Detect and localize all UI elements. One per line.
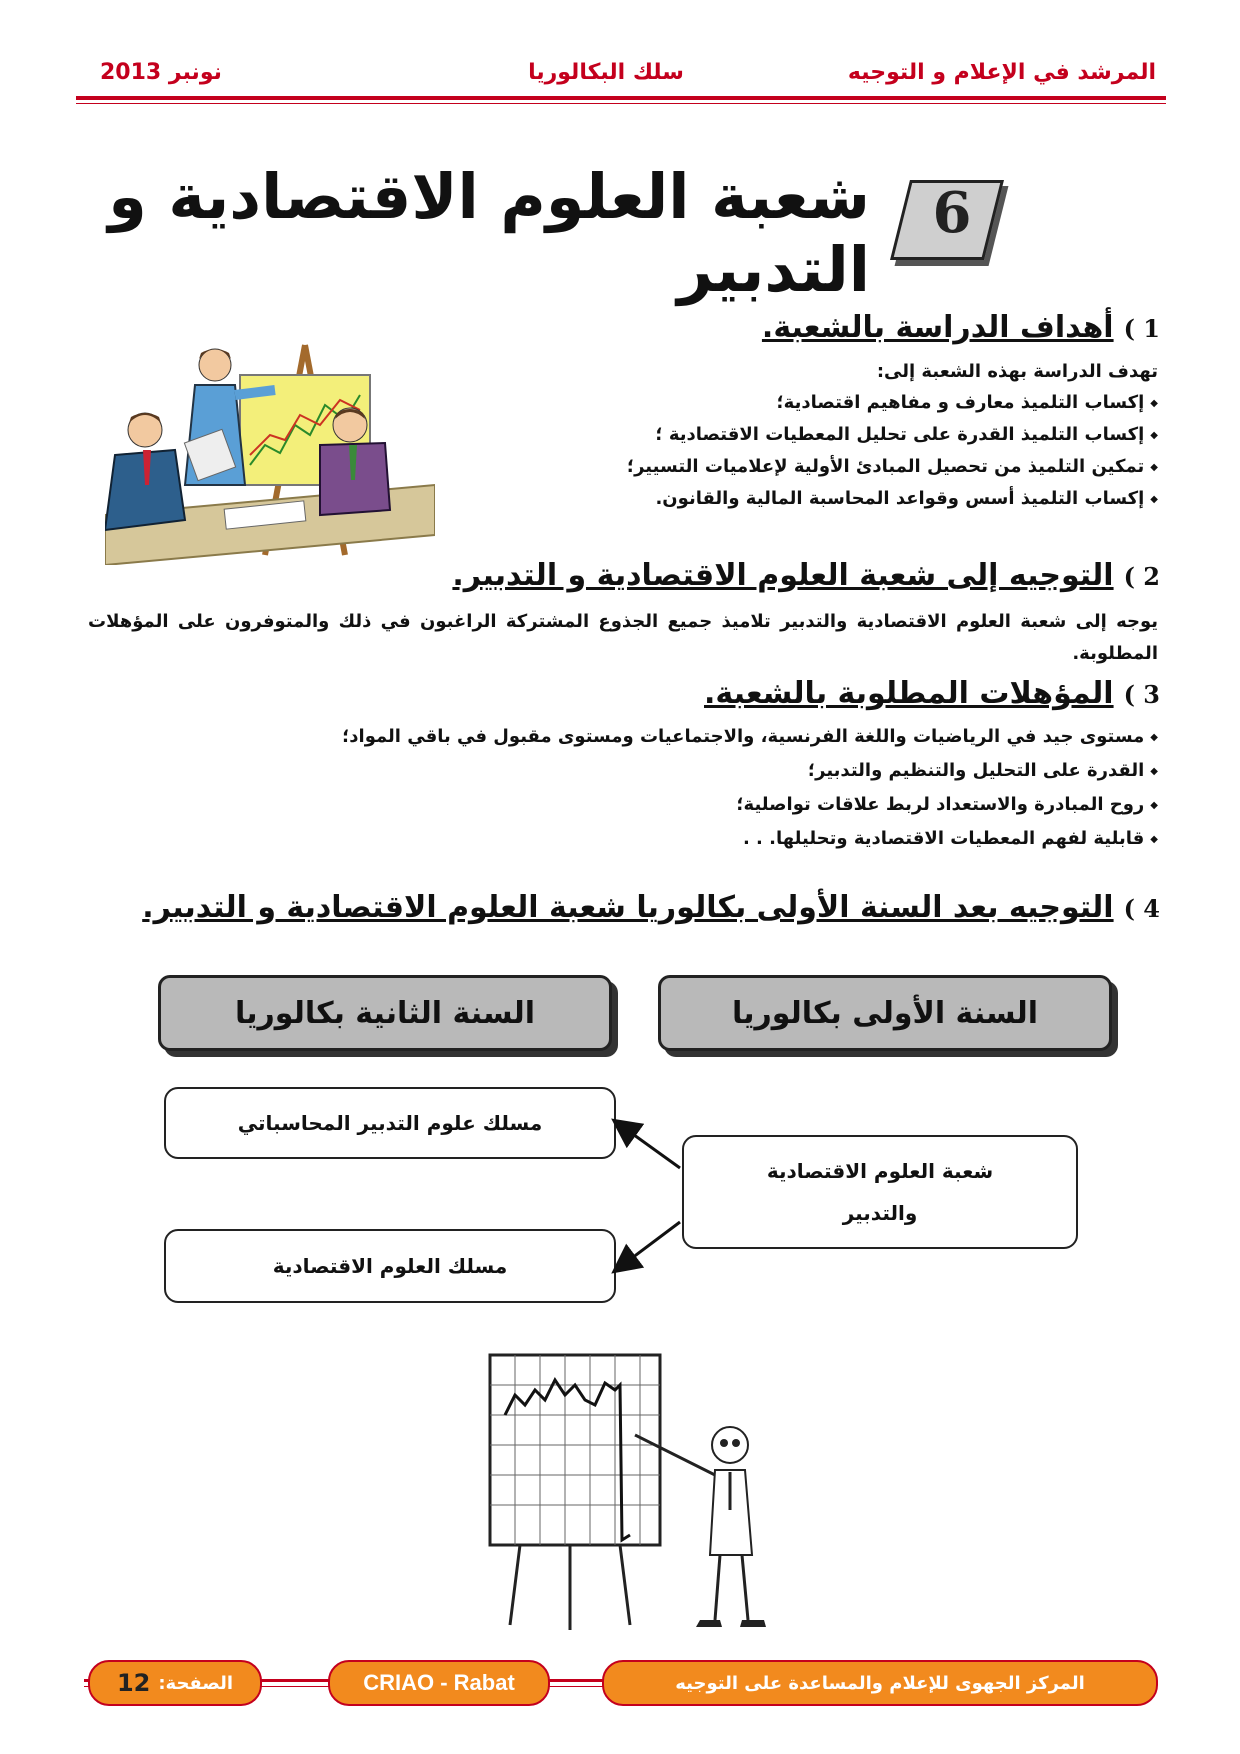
track-economics-box: مسلك العلوم الاقتصادية — [164, 1229, 616, 1303]
source-track-line1: شعبة العلوم الاقتصادية — [766, 1159, 994, 1183]
source-track-box — [682, 1135, 1078, 1249]
arrow-to-accounting — [616, 1122, 680, 1168]
section2-text: يوجه إلى شعبة العلوم الاقتصادية والتدبير تلاميذ جميع الجذوع المشتركة الراغبون في ذلك والمتوفرون على المؤهلات المطلوبة. — [88, 611, 1158, 664]
section1-item: ◆ تمكين التلميذ من تحصيل المبادئ الأولية لإعلاميات التسيير؛ — [627, 456, 1158, 477]
header-date: نونبر 2013 — [100, 60, 222, 85]
section2-heading: 2 )التوجيه إلى شعبة العلوم الاقتصادية و التدبير. — [452, 558, 1160, 593]
section4-heading: 4 )التوجيه بعد السنة الأولى بكالوريا شعبة العلوم الاقتصادية و التدبير. — [142, 890, 1160, 925]
section3-item: ◆ مستوى جيد في الرياضيات واللغة الفرنسية، والاجتماعيات ومستوى مقبول في باقي المواد؛ — [342, 726, 1158, 747]
header-guide-title: المرشد في الإعلام و التوجيه — [847, 60, 1156, 85]
track-accounting-box: مسلك علوم التدبير المحاسباتي — [164, 1087, 616, 1159]
footer-page-number: 12 — [116, 1669, 151, 1697]
header-rule-thin — [76, 103, 1166, 104]
business-meeting-illustration — [105, 335, 435, 565]
section1-item: ◆ إكساب التلميذ معارف و مفاهيم اقتصادية؛ — [776, 392, 1158, 413]
header-cycle: سلك البكالوريا — [528, 60, 684, 85]
section3-item: ◆ قابلية لفهم المعطيات الاقتصادية وتحليلها. . . — [743, 828, 1158, 849]
header-rule — [76, 96, 1166, 100]
chart-presenter-illustration — [470, 1335, 790, 1635]
arrow-to-economics — [616, 1222, 680, 1270]
section1-item: ◆ إكساب التلميذ أسس وقواعد المحاسبة المالية والقانون. — [655, 488, 1158, 509]
section1-intro: تهدف الدراسة بهذه الشعبة إلى: — [876, 361, 1158, 382]
section3-item: ◆ روح المبادرة والاستعداد لربط علاقات تواصلية؛ — [736, 794, 1158, 815]
section3-item: ◆ القدرة على التحليل والتنظيم والتدبير؛ — [808, 760, 1158, 781]
footer-organization-name: المركز الجهوى للإعلام والمساعدة على التوجيه — [602, 1660, 1158, 1706]
footer-page-indicator — [88, 1660, 262, 1706]
section1-heading: 1 )أهداف الدراسة بالشعبة. — [761, 310, 1160, 345]
year1-box: السنة الأولى بكالوريا — [658, 975, 1112, 1051]
year2-box: السنة الثانية بكالوريا — [158, 975, 612, 1051]
chapter-number: 6 — [932, 180, 972, 246]
section3-heading: 3 )المؤهلات المطلوبة بالشعبة. — [704, 676, 1160, 711]
section1-item: ◆ إكساب التلميذ القدرة على تحليل المعطيات الاقتصادية ؛ — [655, 424, 1158, 445]
footer-organization-code: CRIAO - Rabat — [328, 1660, 550, 1706]
source-track-line2: والتدبير — [842, 1201, 918, 1225]
diagram-arrows — [600, 1110, 700, 1280]
footer-page-label: الصفحة: — [158, 1672, 234, 1694]
page-title: شعبة العلوم الاقتصادية و التدبير — [108, 160, 870, 306]
